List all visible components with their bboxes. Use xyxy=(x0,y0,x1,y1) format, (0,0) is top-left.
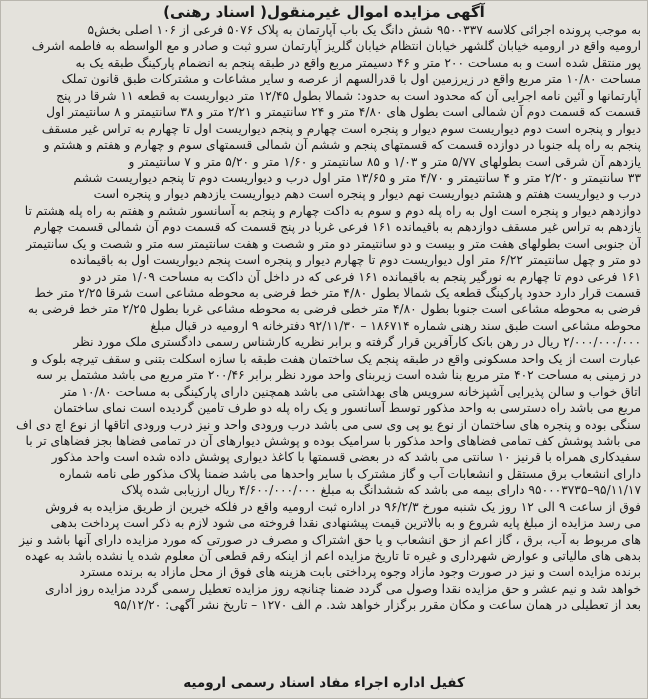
notice-body-line: مساحت ۱۰/۸۰ متر مربع واقع در زیرزمین اول با قدرالسهم از عرصه و سایر مشاعات و مشترکات طبق قانون تملک xyxy=(61,72,641,87)
notice-body-line: می باشد پوشش کف تمامی فضاهای واحد مذکور با سرامیک بوده و پوشش دیوارهای آن در تمامی فضاها بجز فضاهای تر با xyxy=(25,433,641,448)
notice-body-line: یازدهم به تراس غیر مسقف دوازدهم به باقیمانده ۱۶۱ فرعی غربا در پنج قسمت که قسمت دوم آن شمالی قسمت چهارم xyxy=(33,220,641,235)
notice-body-line: سفیدکاری همراه با قرنیز ۱۰ سانتی می باشد که در بعضی قسمتها با کاغذ دیواری پوشش داده شده است واحد مذکور xyxy=(51,450,641,465)
notice-body xyxy=(7,22,641,614)
notice-body-line: فوق از ساعت ۹ الی ۱۲ روز یک شنبه مورخ ۹۶/۲/۳ در اداره ثبت ارومیه واقع در فلکه خیرین از طریق مزایده به فروش xyxy=(45,499,641,514)
notice-body-line: ۹۵/۱۱/۱۷–۹۵۰۰۰۳۷۳۵ دارای بیمه می باشد که ششدانگ به مبلغ ۴/۶۰۰/۰۰۰/۰۰۰ ریال ارزیابی شده پلاک xyxy=(121,483,641,498)
notice-body-line: فرضی به محوطه مشاعی است جنوبا بطول ۴/۸۰ متر خطی فرضی به محوطه مشاعی غربا بطول ۲/۲۵ متر خط فرضی به xyxy=(28,302,641,317)
notice-body-line: قسمت که قسمت دوم آن شمالی است بطول های ۴/۸۰ متر و ۲۴ سانتیمتر و ۲/۲۱ متر و ۳۸ سانتیمتر و ۸ سانتیمتر اول xyxy=(46,105,641,120)
notice-signature: کفیل اداره اجراء مفاد اسناد رسمی ارومیه xyxy=(183,675,465,691)
notice-body-line: ۳۳ سانتیمتر و ۲/۲۰ متر و ۴ سانتیمتر و ۴/۷۰ متر و ۱۳/۶۵ متر اول درب و دیواریست دوم تا پنجم دیواریست ششم xyxy=(73,170,641,185)
notice-body-line: ارومیه واقع در ارومیه خیابان گلشهر خیابان انتظام خیابان گلریز آپارتمان سرو ثبت و صادر و مع الواسطه به فاطمه اشرف xyxy=(31,39,641,54)
notice-body-line: برنده مزایده است و نیز در صورت وجود مازاد وجوه پرداختی بابت هزینه های فوق از محل مازاد به برنده مسترد xyxy=(79,565,641,580)
notice-body-line: بدهی های مالیاتی و عوارض شهرداری و غیره تا تاریخ مزایده اعم از اینکه رقم قطعی آن معلوم شده یا نشده باشد به عهده xyxy=(24,549,641,563)
notice-body-line: یازدهم آن شرقی است بطولهای ۵/۷۷ متر و ۱/۰۳ و ۸۵ سانتیمتر و ۱/۶۰ متر و ۵/۲۰ متر و ۷ سانتیمتر و xyxy=(128,154,641,169)
notice-body-line: آن جنوبی است بطولهای هفت متر و بیست و دو سانتیمتر دو متر و شصت و هفت سانتیمتر سه متر و شصت و یک سانتیمتر xyxy=(26,236,641,251)
notice-body-line: دارای انشعاب برق مستقل و انشعابات آب و گاز مشترک با سایر واحدها می باشد ضمنا پلاک مذکور طی نامه شماره xyxy=(59,466,641,481)
notice-body-line: ۲/۰۰۰/۰۰۰/۰۰۰ ریال در رهن بانک کارآفرین قرار گرفته و برابر نظریه کارشناس رسمی دادگستری ملک مورد نظر xyxy=(73,335,641,350)
notice-body-line: آپارتمانها و آئین نامه اجرایی آن که محدود است به حدود: شمالا بطول ۱۲/۴۵ متر دیواریست به قطعه ۱۱ شرقا در پنج xyxy=(56,88,641,103)
notice-body-line: دوازدهم دیوار و پنجره است اول به راه پله دوم و سوم به داکت چهارم و پنجم به آسانسور ششم و هفتم به راه پله هشتم تا xyxy=(24,203,641,218)
notice-body-line: محوطه مشاعی است طبق سند رهنی شماره ۱۸۶۷۱۴ – ۹۲/۱۱/۳۰ دفترخانه ۹ ارومیه در قبال مبلغ xyxy=(150,318,641,333)
notice-body-line: می رسد مزایده از مبلغ پایه شروع و به بالاترین قیمت پیشنهادی نقدا فروخته می شود لازم به ذکر است پرداخت بدهی xyxy=(50,516,641,531)
notice-body-line: مربع می باشد راه دسترسی به واحد مذکور توسط آسانسور و یک راه پله دو طرف تامین گردیده است نمای ساختمان xyxy=(53,401,641,416)
notice-body-line: دیوار و پنجره است دوم دیواریست سوم دیوار و پنجره است چهارم و پنجم دیواریست اول تا چهارم به تراس غیر مسقف xyxy=(41,121,641,136)
notice-body-line: به موجب پرونده اجرائی کلاسه ۹۵۰۰۳۳۷ شش دانگ یک باب آپارتمان به پلاک ۵۰۷۶ فرعی از ۱۰۶ اصلی بخش۵ xyxy=(87,23,641,37)
notice-body-line: دو متر و چهل سانتیمتر ۶/۲۲ متر اول دیواریست دوم تا چهارم دیوار و پنجره است پنجم دیواریست اول به باقیمانده xyxy=(70,253,641,268)
notice-body-line: پنجم به راه پله جنوبا در دوازده قسمت که قسمتهای پنجم و ششم آن شمالی قسمتهای سوم و چهارم و هفتم و هشتم و xyxy=(43,138,641,153)
notice-body-line: درب و دیواریست هفتم و هشتم دیواریست نهم دیوار و پنجره است دهم دیواریست یازدهم دیوار و پنجره است xyxy=(93,187,641,202)
notice-body-line: خواهد شد و نیم عشر و حق مزایده نقدا وصول می گردد ضمنا چنانچه روز مزایده تعطیل رسمی گردد مزایده روز اداری xyxy=(44,581,641,596)
notice-body-line: قسمت قرار دارد حدود پارکینگ قطعه یک شمالا بطول ۴/۸۰ متر خط فرضی به محوطه مشاعی است شرقا ۲/۲۵ متر خط xyxy=(34,286,641,300)
notice-body-line: اتاق خواب و سالن پذیرایی آشپزخانه سرویس های بهداشتی می باشد همچنین دارای پارکینگی به مساحت ۱۰/۸۰ متر xyxy=(60,384,641,399)
notice-body-line: ۱۶۱ فرعی دوم تا چهارم به نورگیر پنجم به باقیمانده ۱۶۱ فرعی که در داخل آن داکت به مساحت ۱/۰۹ متر در دو xyxy=(80,269,641,284)
notice-body-line: بعد از تعطیلی در همان ساعت و مکان مقرر برگزار خواهد شد. م الف ۱۲۷۰ – تاریخ نشر آگهی: ۹۵/۱۲/۲۰ xyxy=(113,598,641,613)
notice-title: آگهی مزایده اموال غیرمنقول( اسناد رهنی) xyxy=(163,3,485,21)
notice-body-line: پور منتقل شده است و به مساحت ۲۰۰ متر و ۴۶ دسیمتر مربع واقع در طبقه پنجم به انضمام پارکینگ طبقه یک به xyxy=(75,55,641,70)
notice-body-line: در زمینی به مساحت ۴۰۲ متر مربع بنا شده است زیربنای واحد مورد نظر برابر ۲۰۰/۴۶ متر مربع می باشد مشتمل بر سه xyxy=(36,368,641,383)
notice-body-line: های مربوط به آب، برق ، گاز اعم از حق انشعاب و یا حق اشتراک و مصرف در صورتی که مورد مزایده دارای آنها باشد و نیز xyxy=(19,532,641,547)
notice-body-line: سنگی بوده و پنجره های ساختمان از نوع یو پی وی سی می باشد درب ورودی واحد و نیز درب ورودی اتاقها از نوع اچ دی اف xyxy=(16,417,641,432)
notice-body-line: عبارت است از یک واحد مسکونی واقع در طبقه پنجم یک ساختمان هفت طبقه با سازه اسکلت بتنی و سقف تیرچه بلوک و xyxy=(31,351,641,366)
